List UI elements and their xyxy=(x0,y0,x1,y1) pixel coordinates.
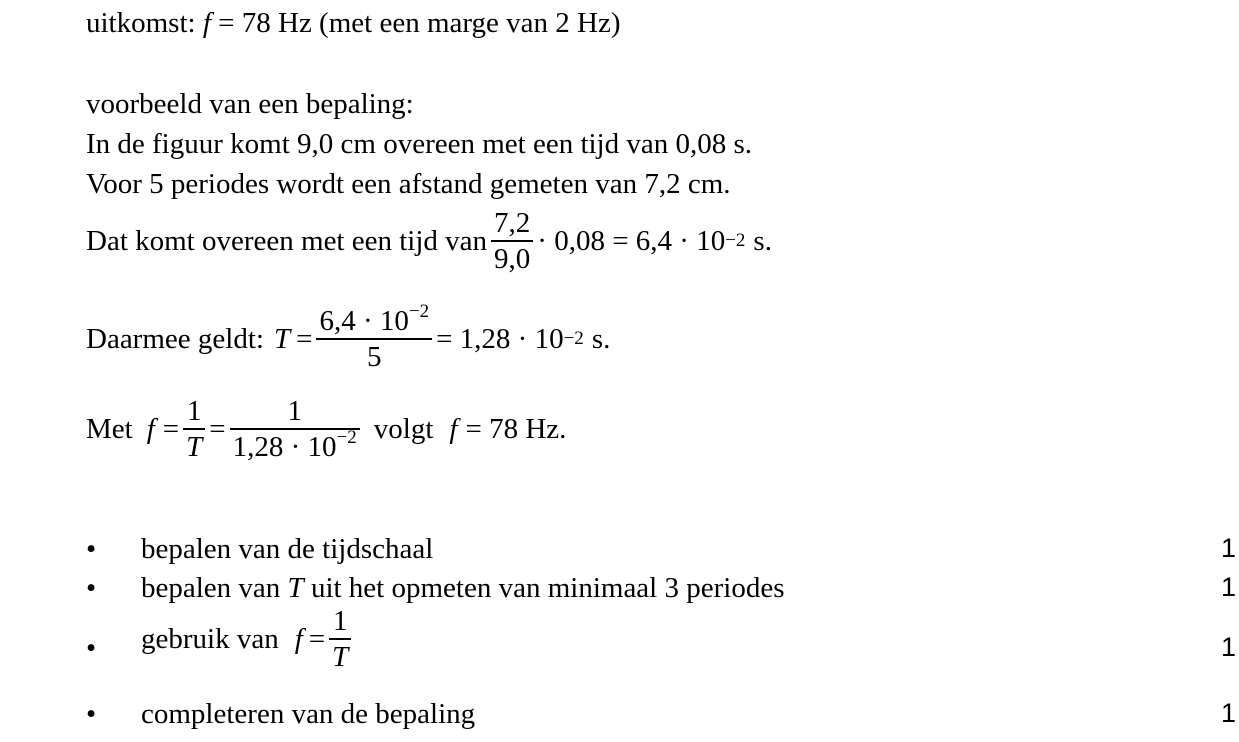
line4-fraction xyxy=(316,301,432,374)
line4-rest: = 1,28 · 10 xyxy=(436,322,564,355)
criterion-score: 1 xyxy=(1220,533,1236,563)
line5-denominator-2-base: 1,28 · 10 xyxy=(232,431,337,464)
example-heading: voorbeeld van een bepaling: xyxy=(86,88,414,120)
line5-fraction-2 xyxy=(230,396,360,463)
line5-result: = 78 Hz. xyxy=(465,412,567,445)
line5-denominator-2 xyxy=(230,427,360,464)
criterion-fraction xyxy=(329,606,351,673)
criterion-text xyxy=(141,606,355,673)
criterion-variable: f xyxy=(294,622,303,655)
line5-denominator-2-exponent: −2 xyxy=(336,427,357,449)
line4-numerator-exponent: −2 xyxy=(408,301,430,322)
line4-text: Daarmee geldt: xyxy=(86,322,264,355)
line5-variable: f xyxy=(146,412,155,445)
bullet-icon: • xyxy=(86,698,97,730)
line5-equals: = xyxy=(162,412,180,445)
criterion-row xyxy=(86,533,1236,573)
line5-equals-2: = xyxy=(209,412,226,445)
criterion-text xyxy=(141,572,784,605)
line3-rest: · 0,08 = 6,4 · 10 xyxy=(537,224,726,257)
bullet-icon: • xyxy=(86,632,97,664)
example-line-2: Voor 5 periodes wordt een afstand gemeten van 7,2 cm. xyxy=(86,168,731,200)
line3-text: Dat komt overeen met een tijd van xyxy=(86,224,488,257)
line4-variable: T xyxy=(273,322,291,355)
criterion-row xyxy=(86,698,1236,738)
criterion-score: 1 xyxy=(1220,698,1236,728)
bullet-icon: • xyxy=(86,533,97,565)
line3-fraction xyxy=(491,208,533,275)
line3-unit: s. xyxy=(753,224,772,257)
line3-denominator: 9,0 xyxy=(494,243,531,276)
criterion-variable: T xyxy=(287,572,304,604)
criterion-row xyxy=(86,605,1236,674)
example-line-5 xyxy=(86,396,566,463)
criterion-text: completeren van de bepaling xyxy=(141,698,476,730)
line5-variable-2: f xyxy=(449,412,458,445)
line5-text: Met xyxy=(86,412,133,445)
line4-unit: s. xyxy=(591,322,611,355)
criterion-score: 1 xyxy=(1220,632,1236,662)
criterion-equals: = xyxy=(308,622,326,655)
line5-denominator-1: T xyxy=(186,431,203,464)
example-line-1: In de figuur komt 9,0 cm overeen met een tijd van 0,08 s. xyxy=(86,128,753,160)
result-variable: f xyxy=(202,7,211,39)
line3-numerator: 7,2 xyxy=(491,208,533,242)
line5-numerator-1: 1 xyxy=(183,396,205,430)
criterion-text-a: bepalen van xyxy=(141,572,281,604)
criterion-text: bepalen van de tijdschaal xyxy=(141,533,434,565)
line4-numerator-base: 6,4 · 10 xyxy=(319,305,409,337)
result-line xyxy=(86,9,620,38)
line5-mid: volgt xyxy=(373,412,434,445)
line5-numerator-2: 1 xyxy=(230,396,360,430)
line4-numerator xyxy=(316,301,432,340)
result-prefix: uitkomst: xyxy=(86,7,196,39)
line4-equals: = xyxy=(296,322,313,355)
line4-denominator: 5 xyxy=(367,341,382,374)
example-line-3: Dat komt overeen met een tijd van $\frac{7,2}{9,0}$ · 0,08 = 6,4 · 10 −2 s. xyxy=(86,207,772,276)
criterion-denominator: T xyxy=(332,641,349,674)
criterion-score: 1 xyxy=(1220,572,1236,602)
line5-fraction-1 xyxy=(183,396,205,463)
criterion-text-b: uit het opmeten van minimaal 3 periodes xyxy=(310,572,785,604)
criterion-numerator: 1 xyxy=(329,606,351,640)
result-value: = 78 Hz (met een marge van 2 Hz) xyxy=(218,7,621,39)
bullet-icon: • xyxy=(86,572,97,604)
criterion-text-a: gebruik van xyxy=(141,622,279,655)
example-line-4: Daarmee geldt: T = $\frac{6,4 \cdot 10^{-2}}{5}$ = 1,28 · 10 −2 s. xyxy=(86,301,611,374)
